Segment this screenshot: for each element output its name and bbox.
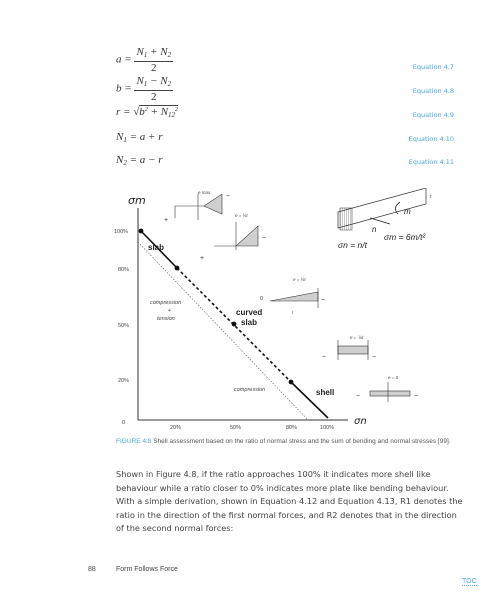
guide-line xyxy=(138,242,308,420)
e-half-t-label: e = ½t xyxy=(235,213,248,218)
x-tick: 100% xyxy=(320,425,335,431)
minus-sign: − xyxy=(414,393,419,400)
data-point xyxy=(139,229,144,234)
shell-label: shell xyxy=(316,388,335,397)
t-label: t xyxy=(292,310,294,315)
x-tick: 20% xyxy=(170,425,182,431)
emax-label: e max xyxy=(198,190,211,195)
y-tick: 20% xyxy=(118,378,130,384)
sigma-n-formula: σn = n/t xyxy=(338,240,367,250)
equation-label: Equation 4.8 xyxy=(412,87,454,95)
n-label: n xyxy=(372,225,377,234)
plus-sign: + xyxy=(200,255,205,262)
e-zero-label: e = 0 xyxy=(388,375,399,380)
equation-4-8: b = $\frac{N_1 - N_2}{2}$ xyxy=(116,75,172,103)
figure-label: FIGURE 4.8 xyxy=(116,438,152,445)
e-sixth-t-label: e = ½t xyxy=(293,277,306,282)
minus-sign: − xyxy=(262,235,267,242)
x-axis-label: σn xyxy=(354,416,367,427)
minus-sign: − xyxy=(356,393,361,400)
figure-caption xyxy=(116,437,456,446)
equation-label: Equation 4.7 xyxy=(412,63,454,71)
slab-label: slab xyxy=(148,243,165,252)
data-point xyxy=(175,266,180,271)
equation-4-7: a = $\frac{N_1 + N_2}{2}$ xyxy=(116,46,172,74)
compression-tension-label: tension xyxy=(157,316,175,322)
page-number: 88 xyxy=(88,566,96,573)
equation-label: Equation 4.9 xyxy=(412,111,454,119)
compression-tension-label: compression xyxy=(150,300,182,306)
minus-sign: − xyxy=(322,354,327,361)
y-tick: 100% xyxy=(114,229,129,235)
equation-label: Equation 4.11 xyxy=(408,158,454,166)
equation-4-10: $N_1 = a + r$ xyxy=(116,131,163,144)
stress-diagram xyxy=(175,194,222,218)
plus-sign: + xyxy=(164,217,169,224)
stress-diagram xyxy=(370,391,410,396)
y-tick: 80% xyxy=(118,267,130,273)
caption-text: Shell assessment based on the ratio of normal stress and the sum of bending and normal stresses [99]. xyxy=(153,438,451,445)
body-paragraph: Shown in Figure 4.8, if the ratio approaches 100% it indicates more shell like behaviour while a ratio closer to 0% indicates more plate like bending behaviour. With a simple derivation, shown in Equation 4.12 and Equation 4.13, R1 denotes the ratio in the direction of the first normal forces, and R2 denotes that in the direction of the second normal forces: xyxy=(116,469,463,533)
x-tick: 80% xyxy=(286,425,298,431)
minus-sign: − xyxy=(372,354,377,361)
m-label: m xyxy=(404,207,411,216)
stress-diagram xyxy=(338,346,368,354)
x-tick: 50% xyxy=(230,425,242,431)
y-axis-label: σm xyxy=(128,194,146,207)
zero-label: 0 xyxy=(260,296,264,302)
y-tick: 0 xyxy=(122,420,126,426)
minus-sign: − xyxy=(226,193,231,200)
curved-slab-label: curved xyxy=(236,308,263,317)
toc-link[interactable]: TOC xyxy=(462,578,477,585)
data-point xyxy=(232,322,237,327)
minus-sign: − xyxy=(321,297,326,304)
compression-tension-label: + xyxy=(168,308,172,314)
equation-label: Equation 4.10 xyxy=(408,135,454,143)
y-tick: 50% xyxy=(118,323,130,329)
shell-assessment-figure xyxy=(108,188,454,436)
data-point xyxy=(289,380,294,385)
t-label: t xyxy=(430,194,432,200)
sigma-m-formula: σm = 6m/t² xyxy=(384,232,426,242)
e-sixth-t-label: e = ⅙t xyxy=(350,335,364,340)
compression-label: compression xyxy=(234,387,266,393)
stress-diagram xyxy=(270,292,318,301)
equation-4-11: $N_2 = a - r$ xyxy=(116,154,163,167)
equation-4-9: $r = √b^2 + N_{12}^2$ xyxy=(116,106,179,119)
curved-slab-label: slab xyxy=(241,318,258,327)
running-title: Form Follows Force xyxy=(116,566,178,573)
